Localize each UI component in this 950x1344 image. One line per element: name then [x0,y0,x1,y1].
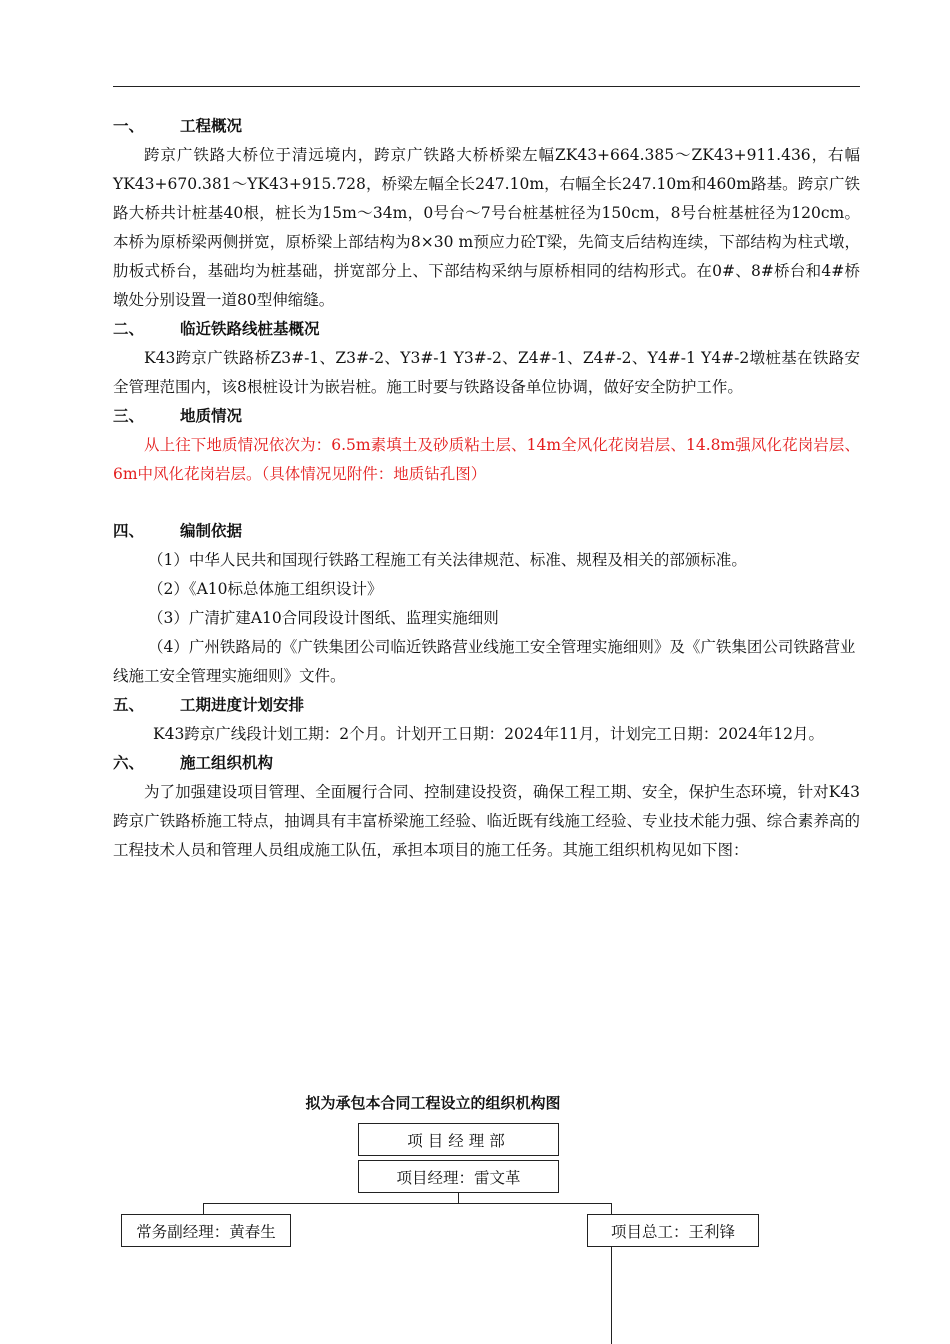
org-box-chief-engineer [587,1214,759,1247]
section-number: 四、 [113,522,145,540]
org-connector-horizontal [203,1203,612,1204]
section-number: 二、 [113,320,145,338]
org-project-manager-label: 项目经理：雷文革 [396,1168,521,1187]
document-body [113,112,860,865]
section-title: 工程概况 [180,117,243,135]
org-chart-title: 拟为承包本合同工程设立的组织机构图 [305,1094,561,1112]
section-heading-schedule [113,691,860,720]
org-deputy-manager-label: 常务副经理：黄春生 [136,1222,276,1241]
org-box-deputy-manager [121,1214,291,1247]
section-heading-geology [113,402,860,431]
section-heading-pile-foundation [113,315,860,344]
section-number: 六、 [113,754,145,772]
org-connector-right-drop [611,1203,612,1214]
section-title: 编制依据 [180,522,243,540]
spacer [113,489,860,517]
geology-paragraph: 从上往下地质情况依次为：6.5m素填土及砂质粘土层、14m全风化花岗岩层、14.8m强风化花岗岩层、6m中风化花岗岩层。（具体情况见附件：地质钻孔图） [113,436,860,483]
org-box-project-manager [358,1160,559,1193]
section-title: 地质情况 [180,407,243,425]
basis-item-4: （4）广州铁路局的《广铁集团公司临近铁路营业线施工安全管理实施细则》及《广铁集团公司铁路营业线施工安全管理实施细则》文件。 [113,638,856,685]
basis-item-3: （3）广清扩建A10合同段设计图纸、监理实施细则 [148,609,499,627]
section-title: 工期进度计划安排 [180,696,305,714]
header-rule [113,86,860,87]
section-heading-overview [113,112,860,141]
org-department-label: 项目经理部 [407,1131,510,1150]
basis-item-2: （2）《A10标总体施工组织设计》 [148,580,383,598]
org-chief-engineer-label: 项目总工：王利锋 [610,1222,735,1241]
org-connector-left-drop [203,1203,204,1214]
section-number: 五、 [113,696,145,714]
organization-paragraph: 为了加强建设项目管理、全面履行合同、控制建设投资，确保工程工期、安全，保护生态环境，针对K43跨京广铁路桥施工特点，抽调具有丰富桥梁施工经验、临近既有线施工经验、专业技术能力强、综合素养高的工程技术人员和管理人员组成施工队伍，承担本项目的施工任务。其施工组织机构见如下图： [113,783,860,859]
org-box-department [358,1123,559,1156]
pile-foundation-paragraph: K43跨京广铁路桥Z3#-1、Z3#-2、Y3#-1 Y3#-2、Z4#-1、Z4#-2、Y4#-1 Y4#-2墩桩基在铁路安全管理范围内，该8根桩设计为嵌岩桩。施工时要与铁路设备单位协调，做好安全防护工作。 [113,349,860,396]
section-number: 三、 [113,407,145,425]
section-title: 施工组织机构 [180,754,274,772]
overview-paragraph: 跨京广铁路大桥位于清远境内，跨京广铁路大桥桥梁左幅ZK43+664.385～ZK43+911.436，右幅YK43+670.381～YK43+915.728，桥梁左幅全长247.10m，右幅全长247.10m和460m路基。跨京广铁路大桥共计桩基40根，桩长为15m～34m，0号台～7号台桩基桩径为150cm，8号台桩基桩径为120cm。本桥为原桥梁两侧拼宽，原桥梁上部结构为8×30 m预应力砼T梁，先简支后结构连续，下部结构为柱式墩，肋板式桥台，基础均为桩基础，拼宽部分上、下部结构采纳与原桥相同的结构形式。在0#、8#桥台和4#桥墩处分别设置一道80型伸缩缝。 [113,146,860,309]
basis-item-1: （1）中华人民共和国现行铁路工程施工有关法律规范、标准、规程及相关的部颁标准。 [148,551,747,569]
schedule-paragraph: K43跨京广线段计划工期：2个月。计划开工日期：2024年11月，计划完工日期：2024年12月。 [153,725,825,743]
org-connector-continue [611,1247,612,1344]
section-heading-basis [113,517,860,546]
section-title: 临近铁路线桩基概况 [180,320,320,338]
section-number: 一、 [113,117,145,135]
section-heading-organization [113,749,860,778]
